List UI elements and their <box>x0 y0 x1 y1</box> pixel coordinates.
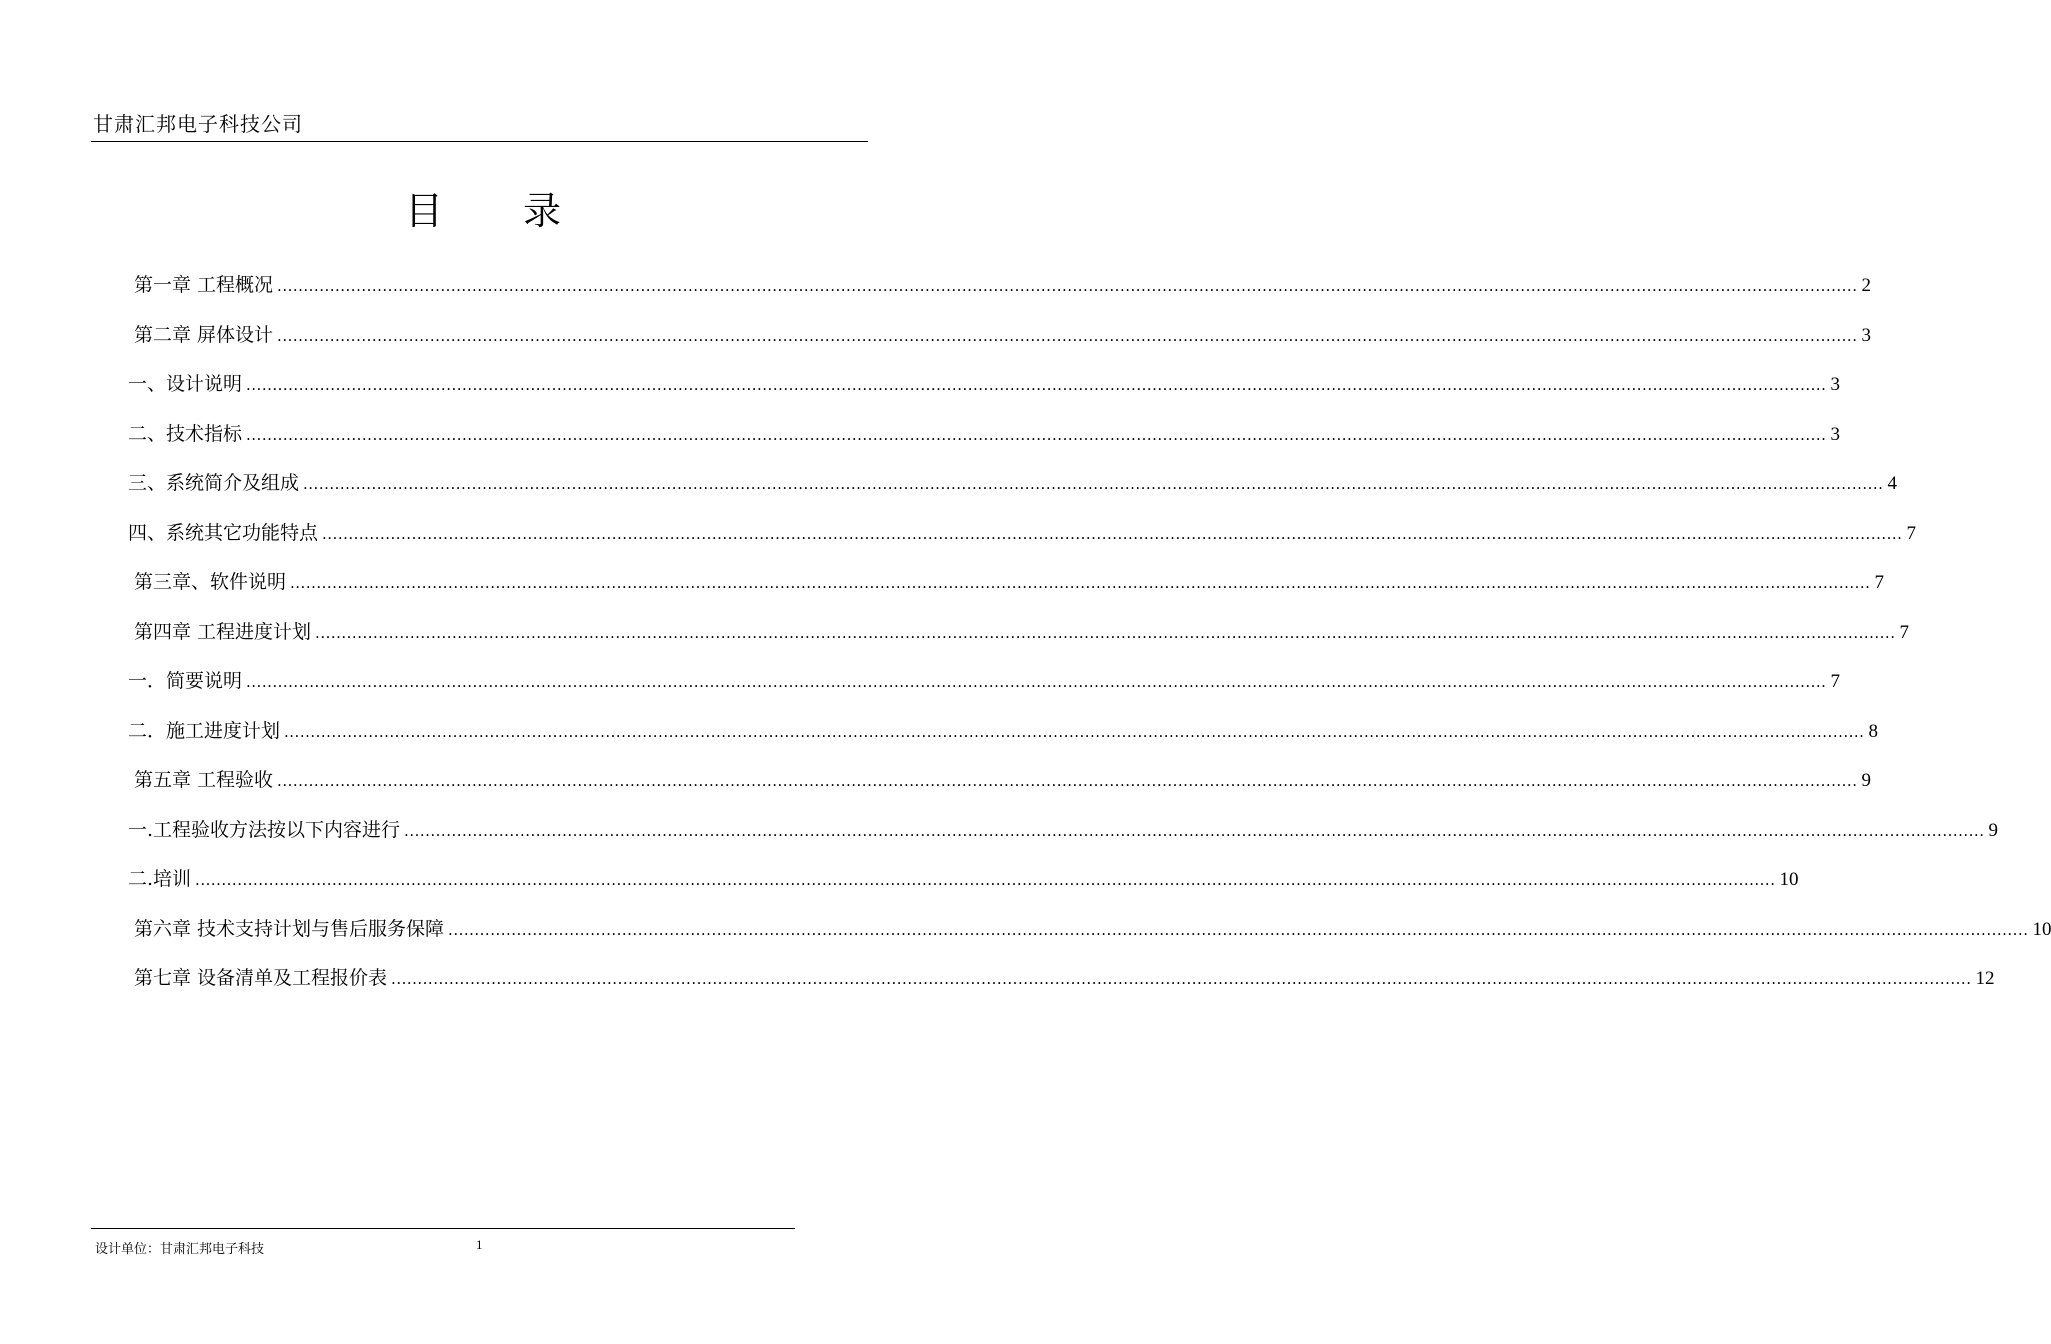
toc-entry[interactable] <box>134 963 1995 993</box>
toc-leader-dots: ............................................................................................................................................................................................................................................................................................................ <box>246 425 1827 444</box>
toc-entry[interactable] <box>128 419 1840 449</box>
toc-entry-page: 3 <box>1830 374 1840 395</box>
toc-entry-page: 2 <box>1861 275 1871 296</box>
toc-entry-label: 第二章 屏体设计 <box>134 323 274 346</box>
toc-entry-page: 4 <box>1887 473 1897 494</box>
toc-leader-dots: ............................................................................................................................................................................................................................................................................................................ <box>195 871 1776 889</box>
footer-page-number: 1 <box>476 1237 483 1252</box>
toc-leader-dots: ............................................................................................................................................................................................................................................................................................................ <box>290 574 1871 592</box>
toc-title: 目录 <box>404 189 641 233</box>
toc-entry[interactable] <box>128 468 1897 498</box>
toc-leader-dots: ............................................................................................................................................................................................................................................................................................................ <box>246 673 1827 691</box>
toc-entry[interactable] <box>128 666 1840 696</box>
toc-leader-dots: ............................................................................................................................................................................................................................................................................................................ <box>404 821 1985 840</box>
toc-leader-dots: ............................................................................................................................................................................................................................................................................................................ <box>322 524 1903 543</box>
toc-entry[interactable] <box>128 716 1878 746</box>
toc-leader-dots: ............................................................................................................................................................................................................................................................................................................ <box>277 326 1858 345</box>
toc-entry[interactable] <box>134 617 1909 647</box>
toc-entry-label: 三、系统简介及组成 <box>128 472 300 494</box>
toc-entry-label: 二、技术指标 <box>128 422 243 445</box>
toc-entry-page: 10 <box>2032 918 2051 940</box>
header-divider <box>91 141 868 142</box>
toc-leader-dots: ............................................................................................................................................................................................................................................................................................................ <box>284 722 1865 741</box>
toc-entry-page: 9 <box>1861 770 1871 791</box>
toc-entry-label: 二.培训 <box>128 868 192 890</box>
toc-entry[interactable] <box>128 815 1998 845</box>
toc-entry-label: 一．简要说明 <box>128 670 243 692</box>
toc-entry-label: 第六章 技术支持计划与售后服务保障 <box>134 917 445 940</box>
toc-entry-page: 10 <box>1779 869 1799 890</box>
toc-entry-page: 3 <box>1861 324 1871 346</box>
toc-entry[interactable] <box>134 765 1871 795</box>
toc-entry[interactable] <box>134 270 1871 300</box>
toc-leader-dots: ............................................................................................................................................................................................................................................................................................................ <box>448 920 2029 939</box>
toc-entry[interactable] <box>128 518 1916 548</box>
toc-entry-page: 12 <box>1975 968 1995 989</box>
toc-entry-label: 二．施工进度计划 <box>128 719 281 742</box>
toc-entry-label: 四、系统其它功能特点 <box>128 521 319 544</box>
toc-entry-label: 第三章、软件说明 <box>134 571 287 593</box>
toc-entry-label: 一.工程验收方法按以下内容进行 <box>128 818 401 841</box>
toc-entry[interactable] <box>128 864 1799 894</box>
toc-leader-dots: ............................................................................................................................................................................................................................................................................................................ <box>246 376 1827 394</box>
toc-entry-page: 7 <box>1830 671 1840 692</box>
toc-entry-label: 一、设计说明 <box>128 373 243 395</box>
toc-leader-dots: ............................................................................................................................................................................................................................................................................................................ <box>277 277 1858 295</box>
toc-entry-page: 7 <box>1874 572 1884 593</box>
toc-entry-page: 7 <box>1906 522 1916 544</box>
toc-entry-page: 9 <box>1988 819 1998 841</box>
toc-entry-label: 第四章 工程进度计划 <box>134 620 312 643</box>
toc-entry[interactable] <box>134 320 1871 350</box>
footer-divider <box>91 1228 795 1229</box>
toc-entry-page: 7 <box>1899 621 1909 643</box>
toc-entry[interactable] <box>134 914 2051 944</box>
footer-designer: 设计单位：甘肃汇邦电子科技 <box>95 1242 265 1257</box>
toc-leader-dots: ............................................................................................................................................................................................................................................................................................................ <box>315 623 1896 642</box>
toc-entry-page: 3 <box>1830 423 1840 445</box>
toc-leader-dots: ............................................................................................................................................................................................................................................................................................................ <box>277 772 1858 790</box>
toc-entry-label: 第七章 设备清单及工程报价表 <box>134 967 388 989</box>
header-company-name: 甘肃汇邦电子科技公司 <box>93 112 303 136</box>
toc-leader-dots: ............................................................................................................................................................................................................................................................................................................ <box>303 475 1884 493</box>
toc-entry-label: 第一章 工程概况 <box>134 274 274 296</box>
toc-entry-page: 8 <box>1868 720 1878 742</box>
toc-entry-label: 第五章 工程验收 <box>134 769 274 791</box>
toc-entry[interactable] <box>134 567 1884 597</box>
toc-leader-dots: ............................................................................................................................................................................................................................................................................................................ <box>391 970 1972 988</box>
toc-entry[interactable] <box>128 369 1840 399</box>
